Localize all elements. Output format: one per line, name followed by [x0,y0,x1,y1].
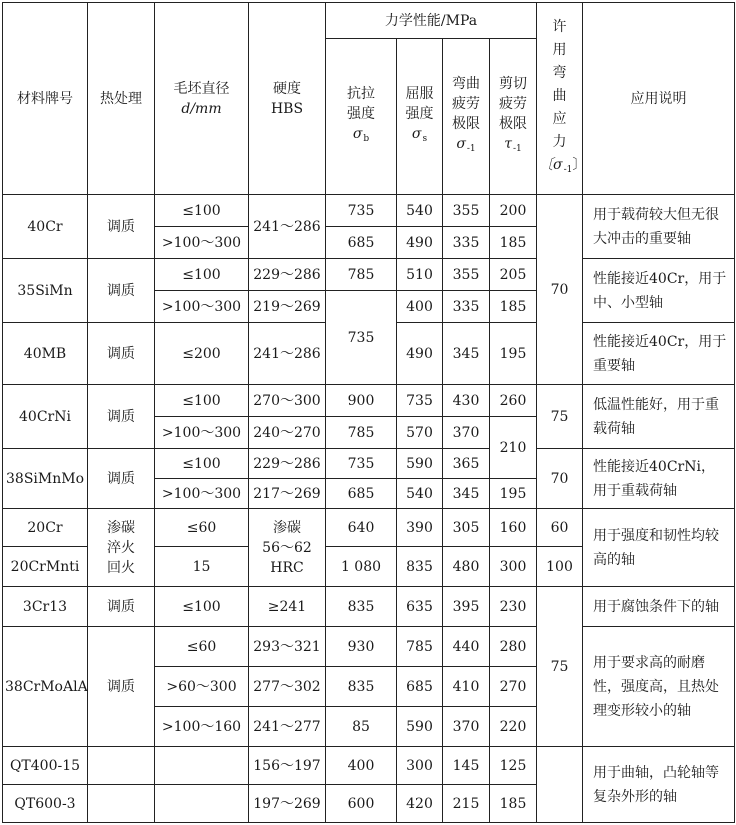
cell-bend-fatigue: 355 [443,259,490,291]
cell-application: 性能接近40CrNi，用于重载荷轴 [583,449,735,509]
hardness-line: 56～62 [262,539,312,556]
table-row [3,509,735,547]
cell-diameter: ≤100 [155,449,249,479]
cell-allowable-stress: 70 [537,195,583,385]
cell-diameter [155,785,249,823]
cell-material: QT400-15 [3,747,88,785]
yield-sym: σ [411,126,422,142]
cell-application: 性能接近40Cr，用于中、小型轴 [583,259,735,323]
cell-yield: 835 [397,547,443,587]
cell-yield: 570 [397,417,443,449]
cell-hardness: 229～286 [249,449,326,479]
cell-shear-fatigue: 200 [490,195,537,227]
shaft-materials-table [2,2,735,823]
cell-diameter: >100～300 [155,291,249,323]
cell-application: 用于曲轴，凸轮轴等复杂外形的轴 [583,747,735,823]
header-hardness-line1: 硬度 [273,80,301,97]
cell-application: 性能接近40Cr，用于重要轴 [583,323,735,385]
cell-shear-fatigue: 160 [490,509,537,547]
header-bend-line: 弯曲 [452,76,480,92]
shear-sym: τ [504,136,512,152]
cell-hardness: 293～321 [249,627,326,667]
cell-bend-fatigue: 440 [443,627,490,667]
header-blank-diameter [155,3,249,195]
allow-char: 许 [552,18,567,35]
table-row [3,259,735,291]
header-shear-symbol [492,134,534,159]
allow-char: 应 [552,110,567,127]
header-bending-fatigue [443,39,490,195]
cell-hardness: 270～300 [249,385,326,417]
table-row [3,195,735,227]
cell-material: 38CrMoAlA [3,627,88,747]
cell-bend-fatigue: 215 [443,785,490,823]
cell-hardness: 156～197 [249,747,326,785]
header-mechanical-properties: 力学性能/MPa [326,3,537,39]
header-hardness-line2: HBS [270,100,304,117]
allow-close: 〕 [572,156,587,173]
cell-yield: 300 [397,747,443,785]
cell-material: 20Cr [3,509,88,547]
yield-sub: s [422,134,428,144]
cell-material: 3Cr13 [3,587,88,627]
hardness-line: HRC [270,559,304,576]
allow-sub: -1 [563,164,573,175]
cell-bend-fatigue: 410 [443,667,490,707]
header-allowable-stress [537,3,587,195]
cell-shear-fatigue: 280 [490,627,537,667]
header-hardness [249,3,326,195]
cell-shear-fatigue: 300 [490,547,537,587]
cell-yield: 635 [397,587,443,627]
header-shear-line: 极限 [499,116,527,132]
header-yield-symbol [399,124,440,149]
cell-bend-fatigue: 145 [443,747,490,785]
cell-tensile: 835 [326,667,397,707]
header-tensile-line: 强度 [347,106,375,122]
header-row-1 [3,3,735,39]
cell-yield: 390 [397,509,443,547]
header-tensile-symbol [328,124,394,149]
cell-tensile: 85 [326,707,397,747]
allow-char: 用 [552,41,567,58]
cell-shear-fatigue: 220 [490,707,537,747]
cell-bend-fatigue: 355 [443,195,490,227]
cell-bend-fatigue: 335 [443,291,490,323]
table-row [3,627,735,667]
cell-yield: 540 [397,195,443,227]
cell-diameter: ≤200 [155,323,249,385]
cell-application: 用于强度和韧性均较高的轴 [583,509,735,587]
cell-heat-treatment: 调质 [88,195,155,259]
cell-yield: 735 [397,385,443,417]
header-yield-line: 强度 [405,106,434,122]
cell-heat-treatment: 调质 [88,323,155,385]
heat-line: 渗碳 [107,519,135,536]
cell-bend-fatigue: 395 [443,587,490,627]
cell-heat-treatment [88,785,155,823]
cell-heat-treatment [88,747,155,785]
cell-diameter: >100～300 [155,417,249,449]
header-yield-line: 屈服 [405,86,434,102]
cell-tensile: 785 [326,417,397,449]
cell-diameter: >60～300 [155,667,249,707]
cell-allowable-stress: 60 [537,509,583,547]
cell-tensile: 1 080 [326,547,397,587]
cell-application: 用于腐蚀条件下的轴 [583,587,735,627]
cell-yield: 590 [397,707,443,747]
heat-line: 回火 [107,559,135,576]
shear-sub: -1 [512,144,522,154]
cell-tensile: 600 [326,785,397,823]
cell-shear-fatigue: 185 [490,227,537,259]
cell-bend-fatigue: 480 [443,547,490,587]
bend-sub: -1 [466,144,476,154]
cell-hardness [249,509,326,587]
header-blank-diameter-line2: d/mm [181,100,222,117]
cell-heat-treatment: 调质 [88,259,155,323]
cell-diameter: ≤100 [155,259,249,291]
header-blank-diameter-line1: 毛坯直径 [173,80,230,97]
cell-yield: 590 [397,449,443,479]
cell-application: 低温性能好，用于重载荷轴 [583,385,735,449]
cell-hardness: 229～286 [249,259,326,291]
cell-yield: 400 [397,291,443,323]
table-row [3,449,735,479]
cell-tensile: 735 [326,449,397,479]
cell-yield: 785 [397,627,443,667]
cell-hardness: ≥241 [249,587,326,627]
table-row [3,587,735,627]
cell-tensile: 685 [326,227,397,259]
cell-shear-fatigue: 210 [490,417,537,479]
cell-diameter: ≤60 [155,509,249,547]
allow-char: 弯 [552,64,567,81]
cell-yield: 490 [397,323,443,385]
cell-hardness: 197～269 [249,785,326,823]
cell-heat-treatment: 调质 [88,627,155,747]
cell-tensile: 735 [326,291,397,385]
cell-shear-fatigue: 125 [490,747,537,785]
header-yield-strength [397,39,443,195]
cell-bend-fatigue: 305 [443,509,490,547]
allow-char: 曲 [552,87,567,104]
cell-bend-fatigue: 345 [443,323,490,385]
cell-diameter [155,747,249,785]
header-bend-symbol [445,134,487,159]
cell-tensile: 785 [326,259,397,291]
heat-line: 淬火 [107,539,135,556]
cell-hardness: 277～302 [249,667,326,707]
cell-heat-treatment: 调质 [88,449,155,509]
cell-application: 用于要求高的耐磨性，强度高，且热处理变形较小的轴 [583,627,735,747]
cell-hardness: 241～277 [249,707,326,747]
cell-diameter: ≤100 [155,587,249,627]
table-row [3,747,735,785]
cell-hardness: 240～270 [249,417,326,449]
cell-allowable-stress: 70 [537,449,583,509]
cell-diameter: ≤100 [155,195,249,227]
cell-heat-treatment: 调质 [88,385,155,449]
cell-material: 40CrNi [3,385,88,449]
header-tensile-line: 抗拉 [347,86,375,102]
cell-tensile: 900 [326,385,397,417]
header-material: 材料牌号 [3,3,88,195]
cell-yield: 685 [397,667,443,707]
tensile-sym: σ [352,126,363,142]
header-bend-line: 极限 [452,116,480,132]
cell-hardness: 241～286 [249,195,326,259]
cell-diameter: >100～300 [155,479,249,509]
cell-yield: 490 [397,227,443,259]
cell-hardness: 217～269 [249,479,326,509]
cell-shear-fatigue: 230 [490,587,537,627]
cell-shear-fatigue: 195 [490,479,537,509]
cell-heat-treatment [88,509,155,587]
header-shear-fatigue [490,39,537,195]
cell-tensile: 400 [326,747,397,785]
header-shear-line: 剪切 [499,76,527,92]
table-row [3,385,735,417]
header-application: 应用说明 [583,3,735,195]
allow-symbol [539,154,587,182]
header-shear-line: 疲劳 [499,96,527,112]
cell-bend-fatigue: 370 [443,707,490,747]
bend-sym: σ [456,136,466,152]
hardness-line: 渗碳 [273,519,301,536]
cell-application: 用于载荷较大但无很大冲击的重要轴 [583,195,735,259]
cell-allowable-stress: 75 [537,587,583,747]
cell-diameter: >100～300 [155,227,249,259]
cell-shear-fatigue: 185 [490,785,537,823]
allow-char: 力 [552,133,567,150]
cell-material: 38SiMnMo [3,449,88,509]
cell-shear-fatigue: 195 [490,323,537,385]
cell-diameter: ≤60 [155,627,249,667]
cell-heat-treatment: 调质 [88,587,155,627]
cell-material: 40Cr [3,195,88,259]
cell-bend-fatigue: 345 [443,479,490,509]
cell-shear-fatigue: 260 [490,385,537,417]
cell-allowable-stress [537,747,583,823]
cell-allowable-stress: 75 [537,385,583,449]
cell-diameter: ≤100 [155,385,249,417]
cell-allowable-stress: 100 [537,547,583,587]
cell-hardness: 219～269 [249,291,326,323]
cell-hardness: 241～286 [249,323,326,385]
allow-sym: 〔σ [539,156,563,173]
cell-yield: 420 [397,785,443,823]
cell-yield: 510 [397,259,443,291]
cell-shear-fatigue: 205 [490,259,537,291]
cell-material: 40MB [3,323,88,385]
cell-bend-fatigue: 365 [443,449,490,479]
cell-tensile: 685 [326,479,397,509]
cell-bend-fatigue: 370 [443,417,490,449]
cell-tensile: 930 [326,627,397,667]
header-heat-treatment: 热处理 [88,3,155,195]
cell-bend-fatigue: 430 [443,385,490,417]
cell-shear-fatigue: 270 [490,667,537,707]
cell-material: 20CrMnti [3,547,88,587]
cell-tensile: 735 [326,195,397,227]
cell-diameter: 15 [155,547,249,587]
tensile-sub: b [363,134,370,144]
cell-tensile: 640 [326,509,397,547]
cell-material: 35SiMn [3,259,88,323]
cell-shear-fatigue: 185 [490,291,537,323]
cell-tensile: 835 [326,587,397,627]
cell-diameter: >100～160 [155,707,249,747]
cell-material: QT600-3 [3,785,88,823]
header-tensile-strength [326,39,397,195]
header-bend-line: 疲劳 [452,96,480,112]
cell-bend-fatigue: 335 [443,227,490,259]
cell-yield: 540 [397,479,443,509]
